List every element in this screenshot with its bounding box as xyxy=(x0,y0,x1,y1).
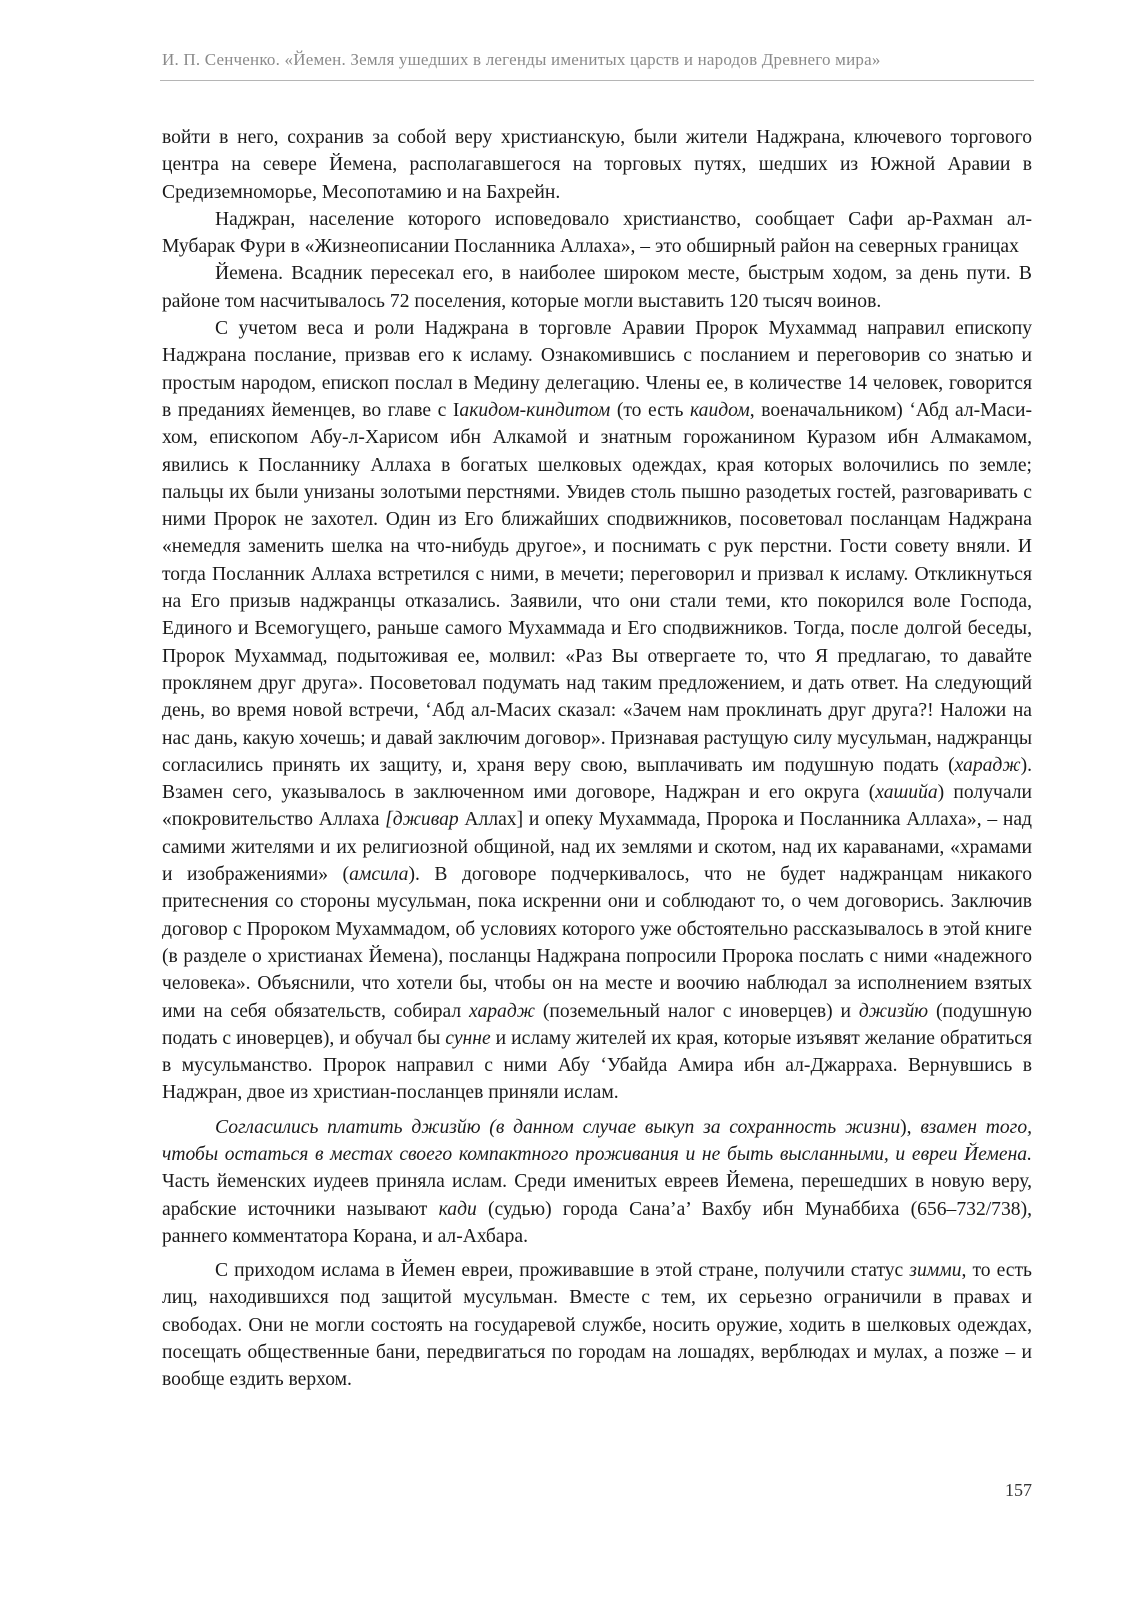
text-run: , то есть лиц, находившихся под защитой мусульман. Вместе с тем, их серьезно ограничили в правах и свободах. Они не могли состоять на государевой службе, носить оружие, ходить в шелковых одеждах, посещать общественные бани, передвигаться по городам на лошадях, верблюдах и мулах, а позже – и вообще ездить верхом. xyxy=(162,1260,1032,1391)
text-run: Аллах] и опеку Мухаммада, Пророка и Посланника Аллаха», – над самими жителями и их религиозной общиной, над их землями и скотом, над их караванами, «храмами и изображениями» ( xyxy=(162,809,1032,886)
italic-run: харадж xyxy=(469,1000,535,1022)
italic-run: харадж xyxy=(954,754,1021,776)
text-run: ) получали «покровительство Аллаха xyxy=(162,782,1032,831)
text-run: ). В договоре подчеркивалось, что не будет наджранцам никакого притеснения со стороны мусульман, пока искренни они и соблюдают то, о чем договорись. Заключив договор с Пророком Мухаммадом, об условиях которого уже обстоятельно рассказывалось в этой книге (в разделе о христианах Йемена), посланцы Наджрана попросили Пророка послать с ними «надежного человека». Объяснили, что хотели бы, чтобы он на месте и воочию наблюдал за исполнением взятых ими на себя обязательств, собирал xyxy=(162,864,1033,1022)
text-run: (поземельный налог с иноверцев) и xyxy=(534,1000,859,1022)
paragraph xyxy=(162,315,1032,1107)
italic-run: [дживар xyxy=(385,809,459,831)
italic-run: кади xyxy=(438,1198,477,1220)
italic-run: Согласились платить джизйю (в данном случае выкуп за сохранность жизни xyxy=(215,1116,901,1138)
italic-run: зимми xyxy=(909,1260,962,1282)
text-run: войти в него, сохранив за собой веру христианскую, были жители Наджрана, ключевого торгового центра на севере Йемена, располагавшегося на торговых путях, шедших из Южной Аравии в Средиземноморье, Месопотамию и на Бахрейн. xyxy=(162,127,1032,203)
text-run: и исламу жителей их края, которые изъявят желание обратиться в мусульманство. Пророк направил с ними Абу ‘Убайда Амира ибн ал-Джарраха. Вернувшись в Наджран, двое из христиан-посланцев приняли ислам. xyxy=(162,1027,1032,1104)
italic-run: хашийа xyxy=(875,782,938,804)
italic-run: сунне xyxy=(445,1027,491,1049)
text-run: Наджран, население которого исповедовало христианство, сообщает Сафи ар-Рахман ал-Мубарак Фури в «Жизнеописании Посланника Аллаха», – это обширный район на северных границах xyxy=(162,208,1032,258)
text-run: Йемена. Всадник пересекал его, в наиболее широком месте, быстрым ходом, за день пути. В районе том насчитывалось 72 поселения, которые могли выставить 120 тысяч воинов. xyxy=(162,263,1032,312)
page-number: 157 xyxy=(1005,1480,1032,1500)
text-run: (то есть xyxy=(610,399,690,421)
text-run: (судью) города Сана’а’ Вахбу ибн Мунаббиха (656–732/738), раннего комментатора Корана, и ал-Ахбара. xyxy=(162,1198,1032,1247)
paragraph xyxy=(162,1257,1032,1393)
paragraph xyxy=(162,206,1032,261)
text-run: ), xyxy=(900,1116,921,1138)
text-run: (подушную подать с иноверцев), и обучал бы xyxy=(162,1000,1032,1049)
text-run: , военачальником) ‘Абд ал-Маси-хом, епископом Абу-л-Харисом ибн Алкамой и знатным горожанином Куразом ибн Алмакамом, явились к Посланнику Аллаха в богатых шелковых одеждах, края которых волочились по земле; пальцы их были унизаны золотыми перстнями. Увидев столь пышно разодетых гостей, разговаривать с ними Пророк не захотел. Один из Его ближайших сподвижников, посоветовал посланцам Наджрана «немедля заменить шелка на что-нибудь другое», и поснимать с рук перстни. Гости совету вняли. И тогда Посланник Аллаха встретился с ними, в мечети; переговорил и призвал к исламу. Откликнуться на Его призыв наджранцы отказались. Заявили, что они стали теми, кто покорился воле Господа, Единого и Всемогущего, раньше самого Мухаммада и Его сподвижников. Тогда, после долгой беседы, Пророк Мухаммад, подытоживая ее, молвил: «Раз Вы отвергаете то, что Я предлагаю, то давайте проклянем друг друга». Посоветовал подумать над таким предложением, и дать ответ. На следующий день, во время новой встречи, ‘Абд ал-Масих сказал: «Зачем нам проклинать друг друга?! Наложи на нас дань, какую хочешь; и давай заключим договор». Признавая растущую силу мусульман, наджранцы согласились принять их защиту, и, храня веру свою, выплачивать им подушную подать ( xyxy=(162,399,1033,776)
italic-run: джизйю xyxy=(858,1000,929,1022)
paragraph xyxy=(162,260,1032,315)
italic-run: взамен того, чтобы остаться в местах своего компактного проживания и не быть высланными, и евреи Йемена. xyxy=(162,1116,1033,1165)
body-text xyxy=(162,124,1032,1394)
paragraph xyxy=(162,1114,1032,1250)
italic-run: каидом xyxy=(690,399,750,421)
text-run: Часть йеменских иудеев приняла ислам. Среди именитых евреев Йемена, перешедших в новую веру, арабские источники называют xyxy=(162,1171,1032,1220)
running-head: И. П. Сенченко. «Йемен. Земля ушедших в легенды именитых царств и народов Древнего мира» xyxy=(162,50,881,69)
header-divider xyxy=(160,80,1034,81)
italic-run: акидом-киндитом xyxy=(459,399,611,421)
text-run: ). Взамен сего, указывалось в заключенном ими договоре, Наджран и его округа ( xyxy=(162,754,1032,804)
paragraph xyxy=(162,124,1032,206)
text-run: С приходом ислама в Йемен евреи, проживавшие в этой стране, получили статус xyxy=(215,1260,910,1282)
text-run: С учетом веса и роли Наджрана в торговле Аравии Пророк Мухаммад направил епископу Наджрана послание, призвав его к исламу. Ознакомившись с посланием и переговорив со знатью и простым народом, епископ послал в Медину делегацию. Члены ее, в количестве 14 человек, говорится в преданиях йеменцев, во главе с І xyxy=(162,318,1032,421)
italic-run: амсила xyxy=(349,864,409,886)
